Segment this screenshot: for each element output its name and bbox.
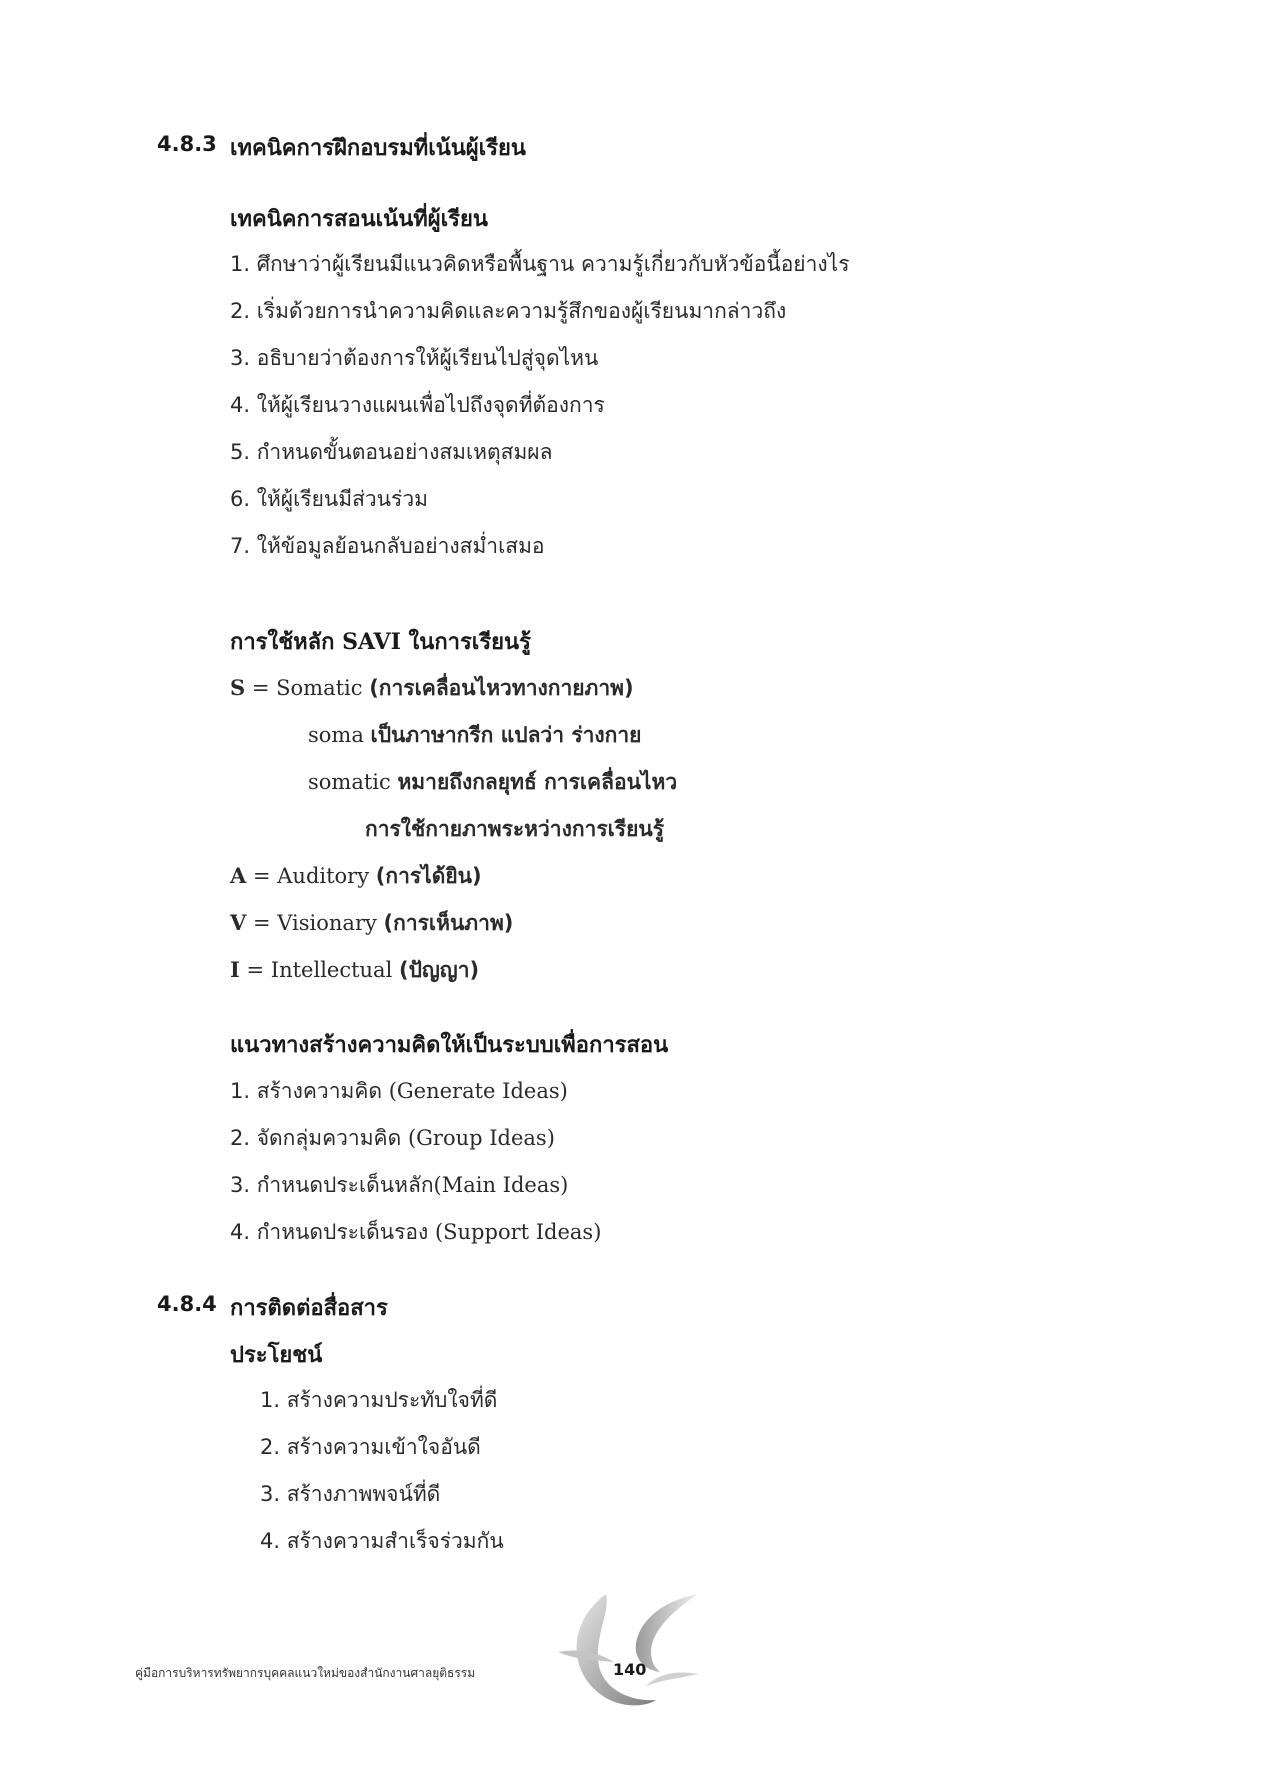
section-number-484: 4.8.4 [157,1292,217,1316]
idea-thai: 1. สร้างความคิด [230,1079,383,1103]
page-number: 140 [613,1660,647,1679]
footer-text: คู่มือการบริหารทรัพยากรบุคคลแนวใหม่ของสำนักงานศาลยุติธรรม [135,1666,476,1680]
savi-term: = Visionary [252,911,377,935]
list-item [230,1169,568,1202]
list-item: 1. สร้างความประทับใจที่ดี [260,1388,498,1412]
soma-thai: เป็นภาษากรีก แปลว่า ร่างกาย [370,723,642,747]
savi-s-line [230,672,634,705]
savi-a-line [230,860,482,893]
list-item: 2. เริ่มด้วยการนำความคิดและความรู้สึกของผู้เรียนมากล่าวถึง [230,299,787,323]
list-item: 1. ศึกษาว่าผู้เรียนมีแนวคิดหรือพื้นฐาน ความรู้เกี่ยวกับหัวข้อนี้อย่างไร [230,252,850,276]
list-item: 2. สร้างความเข้าใจอันดี [260,1435,481,1459]
soma-line [308,719,641,752]
section-title-484: การติดต่อสื่อสาร [230,1296,388,1321]
savi-thai: (การได้ยิน) [375,864,482,888]
swoosh-logo-icon [548,1590,708,1715]
savi-term: = Somatic [251,676,363,700]
savi-heading-prefix: การใช้หลัก [230,630,335,655]
idea-eng: (Main Ideas) [433,1173,569,1197]
learner-centered-heading: เทคนิคการสอนเน้นที่ผู้เรียน [230,207,488,232]
savi-heading-term: SAVI [342,629,401,655]
idea-eng: (Group Ideas) [407,1126,555,1150]
savi-term: = Intellectual [246,958,393,982]
list-item: 6. ให้ผู้เรียนมีส่วนร่วม [230,487,428,511]
list-item [230,1122,555,1155]
somatic-line [308,766,677,799]
savi-heading-suffix: ในการเรียนรู้ [408,630,531,655]
list-item: 4. ให้ผู้เรียนวางแผนเพื่อไปถึงจุดที่ต้องการ [230,393,605,417]
idea-thai: 3. กำหนดประเด็นหลัก [230,1173,434,1197]
savi-heading [230,624,531,659]
savi-i-line [230,954,479,987]
list-item: 3. อธิบายว่าต้องการให้ผู้เรียนไปสู่จุดไหน [230,346,599,370]
savi-letter: S [230,675,246,700]
somatic-continuation: การใช้กายภาพระหว่างการเรียนรู้ [365,817,665,841]
benefits-heading: ประโยชน์ [230,1343,323,1368]
list-item [230,1075,568,1108]
ideas-heading: แนวทางสร้างความคิดให้เป็นระบบเพื่อการสอน [230,1033,669,1058]
idea-eng: (Generate Ideas) [388,1079,568,1103]
idea-eng: (Support Ideas) [434,1220,602,1244]
savi-letter: V [230,910,247,935]
soma-word: soma [308,723,364,747]
list-item: 3. สร้างภาพพจน์ที่ดี [260,1482,441,1506]
savi-thai: (การเห็นภาพ) [383,911,514,935]
savi-thai: (การเคลื่อนไหวทางกายภาพ) [369,676,634,700]
section-title-483: เทคนิคการฝึกอบรมที่เน้นผู้เรียน [230,136,526,161]
idea-thai: 4. กำหนดประเด็นรอง [230,1220,429,1244]
list-item: 5. กำหนดขั้นตอนอย่างสมเหตุสมผล [230,440,553,464]
list-item: 7. ให้ข้อมูลย้อนกลับอย่างสม่ำเสมอ [230,534,545,558]
savi-term: = Auditory [252,864,370,888]
savi-thai: (ปัญญา) [398,958,480,982]
somatic-thai: หมายถึงกลยุทธ์ การเคลื่อนไหว [397,770,678,794]
list-item: 4. สร้างความสำเร็จร่วมกัน [260,1529,504,1553]
somatic-word: somatic [308,770,391,794]
list-item [230,1216,601,1249]
section-number-483: 4.8.3 [157,132,217,156]
savi-v-line [230,907,513,940]
idea-thai: 2. จัดกลุ่มความคิด [230,1126,402,1150]
savi-letter: I [230,957,240,982]
savi-letter: A [230,863,247,888]
